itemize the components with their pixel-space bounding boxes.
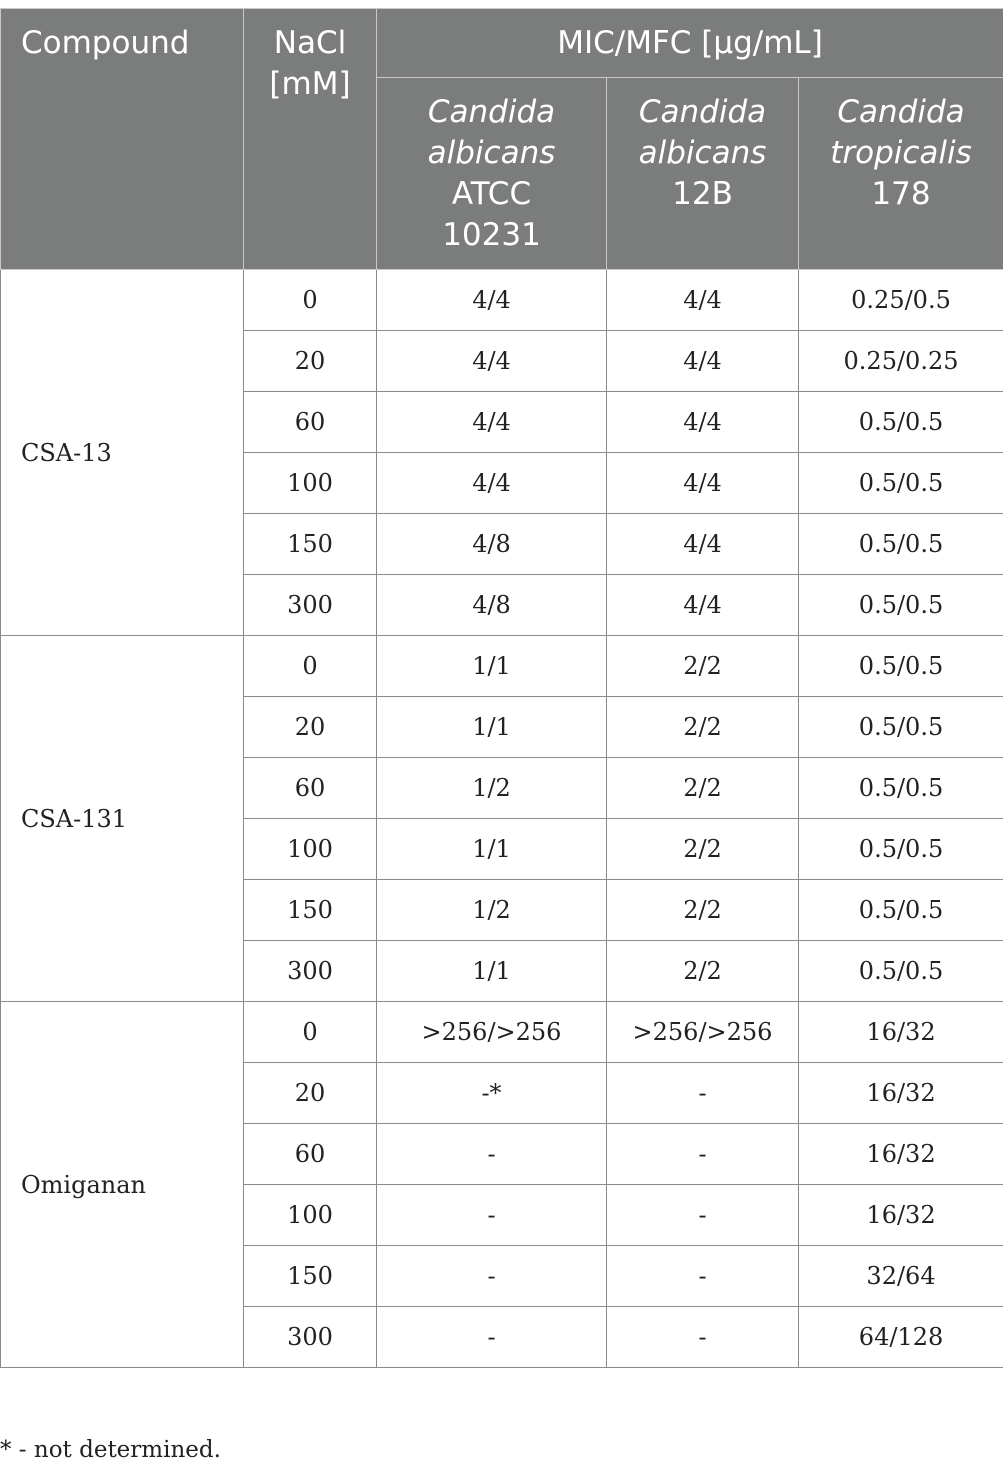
nacl-cell: 150 <box>244 1246 377 1307</box>
nacl-cell: 100 <box>244 819 377 880</box>
nacl-cell: 60 <box>244 392 377 453</box>
c-albicans-12b-cell: 4/4 <box>607 575 799 636</box>
c-tropicalis-cell: 16/32 <box>799 1002 1003 1063</box>
nacl-cell: 150 <box>244 880 377 941</box>
c-tropicalis-cell: 0.5/0.5 <box>799 392 1003 453</box>
table-row <box>1 1002 1003 1063</box>
nacl-cell: 100 <box>244 1185 377 1246</box>
species-epithet: albicans <box>427 135 556 171</box>
c-albicans-12b-cell: 2/2 <box>607 941 799 1002</box>
species-strain-number: 10231 <box>442 217 541 253</box>
c-albicans-atcc-cell: - <box>377 1246 607 1307</box>
table-body <box>1 270 1003 1368</box>
c-albicans-12b-cell: 4/4 <box>607 514 799 575</box>
c-albicans-atcc-cell: 4/8 <box>377 514 607 575</box>
nacl-cell: 60 <box>244 1124 377 1185</box>
c-albicans-12b-cell: - <box>607 1063 799 1124</box>
nacl-cell: 20 <box>244 697 377 758</box>
table-row <box>1 636 1003 697</box>
nacl-cell: 300 <box>244 575 377 636</box>
c-albicans-12b-cell: 4/4 <box>607 270 799 331</box>
compound-cell: CSA-13 <box>1 270 244 636</box>
c-albicans-atcc-cell: 4/4 <box>377 392 607 453</box>
c-albicans-atcc-cell: -* <box>377 1063 607 1124</box>
nacl-cell: 0 <box>244 270 377 331</box>
compound-cell: Omiganan <box>1 1002 244 1368</box>
c-tropicalis-cell: 0.5/0.5 <box>799 453 1003 514</box>
species-epithet: tropicalis <box>830 135 972 171</box>
header-mic-mfc-group: MIC/MFC [μg/mL] <box>377 9 1003 78</box>
c-tropicalis-cell: 16/32 <box>799 1124 1003 1185</box>
c-albicans-12b-cell: 2/2 <box>607 758 799 819</box>
c-albicans-12b-cell: 2/2 <box>607 636 799 697</box>
c-tropicalis-cell: 16/32 <box>799 1063 1003 1124</box>
c-albicans-atcc-cell: 1/1 <box>377 819 607 880</box>
c-albicans-12b-cell: - <box>607 1246 799 1307</box>
table-header <box>1 9 1003 270</box>
c-albicans-atcc-cell: 1/2 <box>377 880 607 941</box>
species-strain: 12B <box>672 176 733 212</box>
c-albicans-atcc-cell: - <box>377 1307 607 1368</box>
c-tropicalis-cell: 32/64 <box>799 1246 1003 1307</box>
c-albicans-atcc-cell: >256/>256 <box>377 1002 607 1063</box>
c-albicans-12b-cell: - <box>607 1307 799 1368</box>
c-albicans-atcc-cell: 1/1 <box>377 941 607 1002</box>
header-species-3 <box>799 78 1003 270</box>
nacl-cell: 300 <box>244 941 377 1002</box>
c-albicans-12b-cell: >256/>256 <box>607 1002 799 1063</box>
header-nacl <box>244 9 377 270</box>
c-tropicalis-cell: 0.5/0.5 <box>799 575 1003 636</box>
nacl-cell: 60 <box>244 758 377 819</box>
c-albicans-12b-cell: 4/4 <box>607 392 799 453</box>
c-albicans-12b-cell: - <box>607 1124 799 1185</box>
c-tropicalis-cell: 0.5/0.5 <box>799 819 1003 880</box>
footnote: * - not determined. <box>0 1437 221 1463</box>
c-tropicalis-cell: 0.5/0.5 <box>799 941 1003 1002</box>
c-albicans-atcc-cell: - <box>377 1185 607 1246</box>
species-genus: Candida <box>638 94 767 130</box>
c-albicans-12b-cell: 2/2 <box>607 819 799 880</box>
c-albicans-atcc-cell: 4/4 <box>377 270 607 331</box>
c-tropicalis-cell: 0.5/0.5 <box>799 636 1003 697</box>
c-tropicalis-cell: 64/128 <box>799 1307 1003 1368</box>
c-tropicalis-cell: 0.25/0.25 <box>799 331 1003 392</box>
c-albicans-atcc-cell: - <box>377 1124 607 1185</box>
nacl-cell: 20 <box>244 331 377 392</box>
species-strain: 178 <box>871 176 931 212</box>
c-albicans-atcc-cell: 1/1 <box>377 697 607 758</box>
c-albicans-atcc-cell: 1/1 <box>377 636 607 697</box>
species-genus: Candida <box>427 94 556 130</box>
c-tropicalis-cell: 16/32 <box>799 1185 1003 1246</box>
nacl-cell: 150 <box>244 514 377 575</box>
species-epithet: albicans <box>638 135 767 171</box>
header-species-2 <box>607 78 799 270</box>
c-albicans-atcc-cell: 4/4 <box>377 331 607 392</box>
header-compound: Compound <box>1 9 244 270</box>
c-tropicalis-cell: 0.5/0.5 <box>799 758 1003 819</box>
c-albicans-12b-cell: 2/2 <box>607 697 799 758</box>
c-albicans-12b-cell: 2/2 <box>607 880 799 941</box>
nacl-cell: 100 <box>244 453 377 514</box>
c-tropicalis-cell: 0.25/0.5 <box>799 270 1003 331</box>
nacl-cell: 0 <box>244 636 377 697</box>
header-species-1 <box>377 78 607 270</box>
mic-mfc-table <box>0 8 1003 1368</box>
c-albicans-12b-cell: - <box>607 1185 799 1246</box>
species-strain: ATCC <box>451 176 532 212</box>
c-albicans-atcc-cell: 4/8 <box>377 575 607 636</box>
species-genus: Candida <box>837 94 965 130</box>
table-row <box>1 270 1003 331</box>
c-tropicalis-cell: 0.5/0.5 <box>799 880 1003 941</box>
c-albicans-atcc-cell: 4/4 <box>377 453 607 514</box>
nacl-cell: 300 <box>244 1307 377 1368</box>
compound-cell: CSA-131 <box>1 636 244 1002</box>
header-nacl-line1: NaCl <box>273 25 347 61</box>
nacl-cell: 20 <box>244 1063 377 1124</box>
c-albicans-12b-cell: 4/4 <box>607 331 799 392</box>
c-tropicalis-cell: 0.5/0.5 <box>799 697 1003 758</box>
c-albicans-atcc-cell: 1/2 <box>377 758 607 819</box>
header-nacl-line2: [mM] <box>269 66 351 102</box>
nacl-cell: 0 <box>244 1002 377 1063</box>
c-albicans-12b-cell: 4/4 <box>607 453 799 514</box>
c-tropicalis-cell: 0.5/0.5 <box>799 514 1003 575</box>
